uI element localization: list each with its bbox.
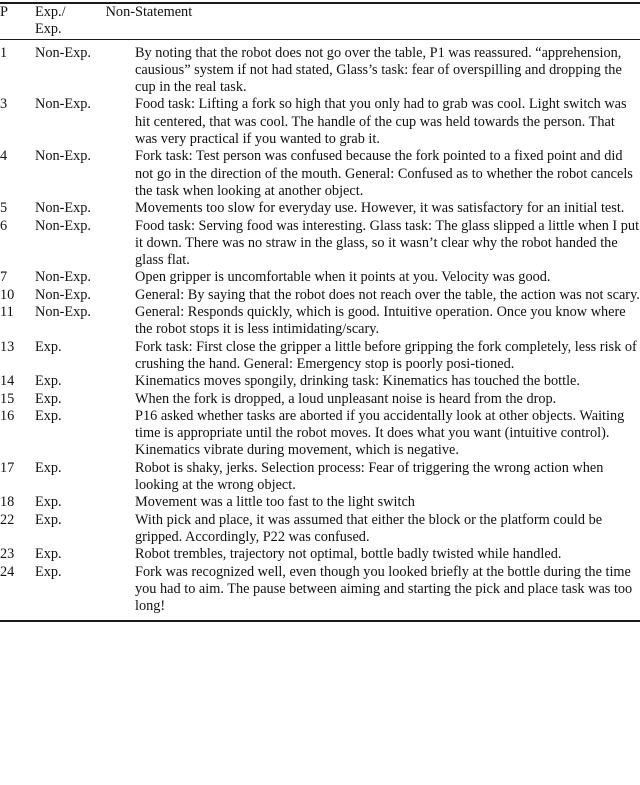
cell-participant-id: 14 <box>0 373 15 390</box>
table-row <box>0 512 640 547</box>
cell-participant-id: 6 <box>0 217 8 234</box>
cell-expertise-group: Non-Exp. <box>35 304 91 321</box>
cell-participant-id: 3 <box>0 96 8 113</box>
column-header-expertise <box>35 4 135 39</box>
column-header-participant: P <box>0 4 8 20</box>
cell-statement: When the fork is dropped, a loud unpleasant noise is heard from the drop. <box>135 390 557 407</box>
cell-participant-id: 23 <box>0 546 15 563</box>
cell-participant-id: 5 <box>0 200 8 217</box>
cell-expertise-group: Non-Exp. <box>35 96 91 113</box>
table-header <box>0 4 640 39</box>
cell-participant-id: 16 <box>0 407 15 424</box>
cell-participant-id: 24 <box>0 563 15 580</box>
cell-expertise-group: Exp. <box>35 511 62 528</box>
table-row <box>0 218 640 270</box>
cell-expertise-group: Exp. <box>35 407 62 424</box>
cell-statement: With pick and place, it was assumed that either the block or the platform could be gripped. Accordingly, P22 was confused. <box>135 511 603 545</box>
table-row <box>0 564 640 621</box>
cell-statement: Fork was recognized well, even though you looked briefly at the bottle during the time you had to aim. The pause between aiming and starting the pick and place task was too long! <box>135 563 633 615</box>
cell-statement: Robot trembles, trajectory not optimal, bottle badly twisted while handled. <box>135 546 562 563</box>
table-body <box>0 40 640 621</box>
table-row <box>0 200 640 217</box>
cell-statement: Food task: Serving food was interesting. Glass task: The glass slipped a little when I put it down. There was no straw in the glass, so it wasn’t clear why the robot handed the glass flat. <box>135 217 640 269</box>
table-row <box>0 287 640 304</box>
table-header-row <box>0 4 640 39</box>
table-row <box>0 269 640 286</box>
table-row <box>0 40 640 97</box>
cell-expertise-group: Non-Exp. <box>35 286 91 303</box>
table-row <box>0 339 640 374</box>
cell-statement: General: By saying that the robot does not reach over the table, the action was not scary. <box>135 286 640 303</box>
cell-statement: General: Responds quickly, which is good. Intuitive operation. Once you know where the robot stops it is less intimidating/scary. <box>135 304 626 338</box>
cell-participant-id: 4 <box>0 148 8 165</box>
table-row <box>0 148 640 200</box>
cell-statement: P16 asked whether tasks are aborted if you accidentally look at other objects. Waiting time is appropriate until the robot moves. It does what you want (intuitive control). Kinematics vibrate during movement, which is negative. <box>135 407 625 459</box>
cell-participant-id: 17 <box>0 459 15 476</box>
cell-statement: Open gripper is uncomfortable when it points at you. Velocity was good. <box>135 269 551 286</box>
cell-statement: Food task: Lifting a fork so high that you only had to grab was cool. Light switch was hit centered, that was cool. The handle of the cup was held towards the person. That was very practical if you wanted to grab it. <box>135 96 627 148</box>
table-row <box>0 391 640 408</box>
cell-expertise-group: Exp. <box>35 459 62 476</box>
table-row <box>0 408 640 460</box>
table-row <box>0 373 640 390</box>
cell-participant-id: 18 <box>0 494 15 511</box>
cell-expertise-group: Non-Exp. <box>35 148 91 165</box>
cell-expertise-group: Non-Exp. <box>35 44 91 61</box>
cell-participant-id: 11 <box>0 304 14 321</box>
cell-expertise-group: Exp. <box>35 494 62 511</box>
cell-statement: Robot is shaky, jerks. Selection process: Fear of triggering the wrong action when looking at the wrong object. <box>135 459 604 494</box>
cell-expertise-group: Exp. <box>35 373 62 390</box>
cell-expertise-group: Exp. <box>35 546 62 563</box>
column-header-statement: Statement <box>135 4 193 20</box>
table-row <box>0 304 640 339</box>
table-row <box>0 460 640 495</box>
participant-statements-table <box>0 4 640 39</box>
cell-participant-id: 7 <box>0 269 8 286</box>
cell-expertise-group: Non-Exp. <box>35 200 91 217</box>
cell-expertise-group: Exp. <box>35 563 62 580</box>
cell-participant-id: 13 <box>0 338 15 355</box>
statements-table-container <box>0 2 640 622</box>
cell-expertise-group: Non-Exp. <box>35 217 91 234</box>
cell-participant-id: 22 <box>0 511 15 528</box>
cell-expertise-group: Non-Exp. <box>35 269 91 286</box>
table-bottom-rule <box>0 620 640 622</box>
table-row <box>0 96 640 148</box>
cell-participant-id: 15 <box>0 390 15 407</box>
cell-statement: Movement was a little too fast to the light switch <box>135 494 415 511</box>
participant-statements-body-table <box>0 40 640 621</box>
cell-statement: Fork task: Test person was confused because the fork pointed to a fixed point and did not go in the direction of the mouth. General: Confused as to whether the robot cancels the task when looking at another object. <box>135 148 633 199</box>
cell-participant-id: 1 <box>0 44 8 61</box>
column-header-expertise-line2: Exp. <box>35 21 62 38</box>
table-row <box>0 494 640 511</box>
cell-expertise-group: Exp. <box>35 338 62 355</box>
cell-statement: Fork task: First close the gripper a little before gripping the fork completely, less risk of crushing the hand. General: Emergency stop is poorly posi-tioned. <box>135 338 637 372</box>
column-header-expertise-line1: Exp./ Non- <box>35 4 135 20</box>
cell-statement: By noting that the robot does not go over the table, P1 was reassured. “apprehension, causious” system if not had stated, Glass’s task: fear of overspilling and dropping the cup in the real task. <box>135 44 622 96</box>
table-row <box>0 546 640 563</box>
cell-participant-id: 10 <box>0 286 15 303</box>
cell-expertise-group: Exp. <box>35 390 62 407</box>
cell-statement: Kinematics moves spongily, drinking task: Kinematics has touched the bottle. <box>135 373 580 390</box>
cell-statement: Movements too slow for everyday use. However, it was satisfactory for an initial test. <box>135 200 625 217</box>
